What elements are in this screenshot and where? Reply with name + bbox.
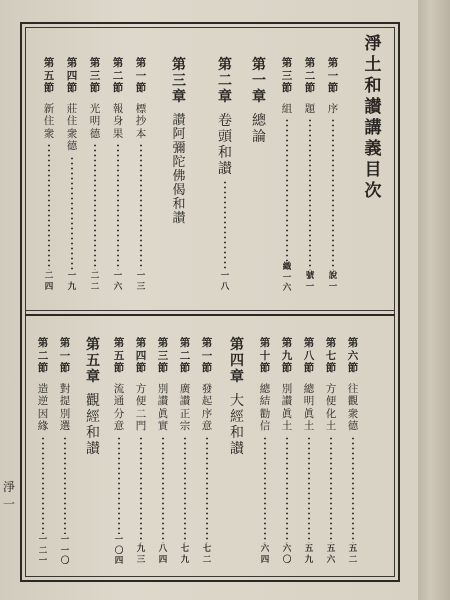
entry-number-label: 第 三 章 xyxy=(172,57,186,105)
leader-dots xyxy=(94,143,96,270)
page-number: 一 三 xyxy=(136,271,146,292)
entry-title: 新 住 衆 xyxy=(43,102,55,140)
entry-number-label: 第 一 節 xyxy=(201,337,213,374)
entry-title: 方 便 化 土 xyxy=(325,382,337,432)
leader-dots xyxy=(118,436,120,535)
leader-dots xyxy=(48,143,50,270)
page-number: 一 九 xyxy=(67,271,77,292)
leader-dots xyxy=(308,436,310,544)
leader-dots xyxy=(140,143,142,270)
page-number: 六 〇 xyxy=(282,544,292,565)
entry-title: 往 觀 衆 德 xyxy=(347,382,359,432)
entry-number-label: 第 四 節 xyxy=(135,337,147,374)
toc-section-entry[interactable] xyxy=(61,58,83,293)
entry-number-label: 第 三 節 xyxy=(89,57,101,94)
page-number: 二 四 xyxy=(44,271,54,292)
toc-chapter-entry[interactable] xyxy=(248,58,270,146)
entry-number-label: 第 三 節 xyxy=(281,57,293,94)
page-number: 織 一 六 xyxy=(282,262,292,293)
leader-dots xyxy=(286,118,288,261)
page-number: 號 一 xyxy=(305,271,315,292)
toc-section-entry[interactable] xyxy=(108,338,130,568)
entry-number-label: 第 五 節 xyxy=(43,57,55,94)
page-number: 五 九 xyxy=(304,544,314,565)
toc-section-entry[interactable] xyxy=(38,58,60,293)
page-number: 七 九 xyxy=(180,544,190,565)
page-number: 一 〇 四 xyxy=(114,535,124,566)
entry-number-label: 第 三 節 xyxy=(157,337,169,374)
toc-section-entry[interactable] xyxy=(84,58,106,293)
leader-dots xyxy=(117,143,119,270)
entry-number-label: 第 五 章 xyxy=(86,337,100,385)
page-number: 一 八 xyxy=(220,271,230,292)
leader-dots xyxy=(71,156,73,271)
entry-title: 總 明 眞 土 xyxy=(303,382,315,432)
entry-number-label: 第 二 節 xyxy=(304,57,316,94)
toc-section-entry[interactable] xyxy=(276,338,298,566)
entry-number-label: 第 六 節 xyxy=(347,337,359,374)
entry-number-label: 第 五 節 xyxy=(113,337,125,374)
toc-chapter-entry[interactable] xyxy=(226,338,248,458)
leader-dots xyxy=(330,436,332,544)
toc-section-entry[interactable] xyxy=(320,338,342,566)
glyph: 土 xyxy=(364,55,382,75)
page-number: 七 二 xyxy=(202,544,212,565)
toc-chapter-entry[interactable] xyxy=(214,58,236,293)
entry-number-label: 第 二 章 xyxy=(218,57,232,105)
page-number: 九 三 xyxy=(136,544,146,565)
leader-dots xyxy=(264,436,266,544)
section-divider xyxy=(25,310,395,316)
page-number: 一 一 〇 xyxy=(60,535,70,566)
entry-number-label: 第 四 節 xyxy=(66,57,78,94)
toc-section-entry[interactable] xyxy=(32,338,54,568)
entry-number-label: 第 一 節 xyxy=(327,57,339,94)
glyph: 義 xyxy=(364,139,382,159)
entry-title: 流 通 分 意 xyxy=(113,382,125,432)
leader-dots xyxy=(184,436,186,544)
entry-number-label: 第 十 節 xyxy=(259,337,271,374)
glyph: 目 xyxy=(364,160,382,180)
entry-number-label: 第 七 節 xyxy=(325,337,337,374)
toc-section-entry[interactable] xyxy=(130,338,152,566)
page-number: 二 二 xyxy=(90,271,100,292)
entry-number-label: 第 一 章 xyxy=(252,57,266,105)
toc-section-entry[interactable] xyxy=(254,338,276,566)
entry-number-label: 第 一 節 xyxy=(59,337,71,374)
document-title xyxy=(361,36,385,204)
toc-section-entry[interactable] xyxy=(174,338,196,566)
entry-title: 組 xyxy=(281,102,293,115)
next-page-edge xyxy=(418,0,450,600)
toc-section-entry[interactable] xyxy=(196,338,218,566)
toc-section-entry[interactable] xyxy=(322,58,344,293)
page-number: 一 六 xyxy=(113,271,123,292)
leader-dots xyxy=(64,436,66,535)
entry-title: 報 身 果 xyxy=(112,102,124,140)
entry-number-label: 第 二 節 xyxy=(179,337,191,374)
page-number: 八 四 xyxy=(158,544,168,565)
glyph: 講 xyxy=(364,118,382,138)
glyph: 淨 xyxy=(3,480,16,494)
leader-dots xyxy=(162,436,164,544)
toc-section-entry[interactable] xyxy=(276,58,298,295)
page-footer xyxy=(3,478,15,512)
toc-chapter-entry[interactable] xyxy=(168,58,190,226)
toc-section-entry[interactable] xyxy=(298,338,320,566)
toc-section-entry[interactable] xyxy=(152,338,174,566)
leader-dots xyxy=(224,180,226,270)
entry-title: 光 明 德 xyxy=(89,102,101,140)
toc-section-entry[interactable] xyxy=(130,58,152,293)
glyph: 一 xyxy=(3,497,16,511)
entry-title: 標 抄 本 xyxy=(135,102,147,140)
leader-dots xyxy=(309,118,311,270)
entry-title: 卷 頭 和 讃 xyxy=(218,113,232,177)
glyph: 讃 xyxy=(364,97,382,117)
entry-number-label: 第 八 節 xyxy=(303,337,315,374)
entry-title: 廣 讃 正 宗 xyxy=(179,382,191,432)
leader-dots xyxy=(140,436,142,544)
entry-title: 讃 阿 彌 陀 佛 偈 和 讃 xyxy=(172,113,186,226)
page-number: 六 四 xyxy=(260,544,270,565)
entry-title: 題 xyxy=(304,102,316,115)
glyph: 淨 xyxy=(364,34,382,54)
entry-title: 對 提 別 選 xyxy=(59,382,71,432)
entry-number-label: 第 一 節 xyxy=(135,57,147,94)
toc-chapter-entry[interactable] xyxy=(82,338,104,458)
page-number: 一 二 一 xyxy=(38,535,48,566)
toc-section-entry[interactable] xyxy=(107,58,129,293)
entry-title: 觀 經 和 讃 xyxy=(86,393,100,457)
leader-dots xyxy=(332,118,334,270)
entry-number-label: 第 二 節 xyxy=(37,337,49,374)
page-number: 說 一 xyxy=(328,271,338,292)
entry-title: 大 經 和 讃 xyxy=(230,393,244,457)
page-number: 五 六 xyxy=(326,544,336,565)
entry-title: 總 論 xyxy=(252,113,266,145)
leader-dots xyxy=(352,436,354,544)
entry-title: 發 起 序 意 xyxy=(201,382,213,432)
entry-number-label: 第 四 章 xyxy=(230,337,244,385)
leader-dots xyxy=(42,436,44,535)
toc-section-entry[interactable] xyxy=(342,338,364,566)
entry-title: 序 xyxy=(327,102,339,115)
entry-number-label: 第 二 節 xyxy=(112,57,124,94)
entry-title: 方 便 二 門 xyxy=(135,382,147,432)
toc-section-entry[interactable] xyxy=(299,58,321,293)
leader-dots xyxy=(286,436,288,544)
page-number: 五 二 xyxy=(348,544,358,565)
entry-title: 總 結 勸 信 xyxy=(259,382,271,432)
entry-number-label: 第 九 節 xyxy=(281,337,293,374)
toc-section-entry[interactable] xyxy=(54,338,76,568)
leader-dots xyxy=(206,436,208,544)
entry-title: 造 逆 因 緣 xyxy=(37,382,49,432)
entry-title: 別 讃 眞 實 xyxy=(157,382,169,432)
entry-title: 莊 住 衆 德 xyxy=(66,102,78,152)
glyph: 和 xyxy=(364,76,382,96)
entry-title: 別 讃 眞 土 xyxy=(281,382,293,432)
glyph: 次 xyxy=(364,181,382,201)
